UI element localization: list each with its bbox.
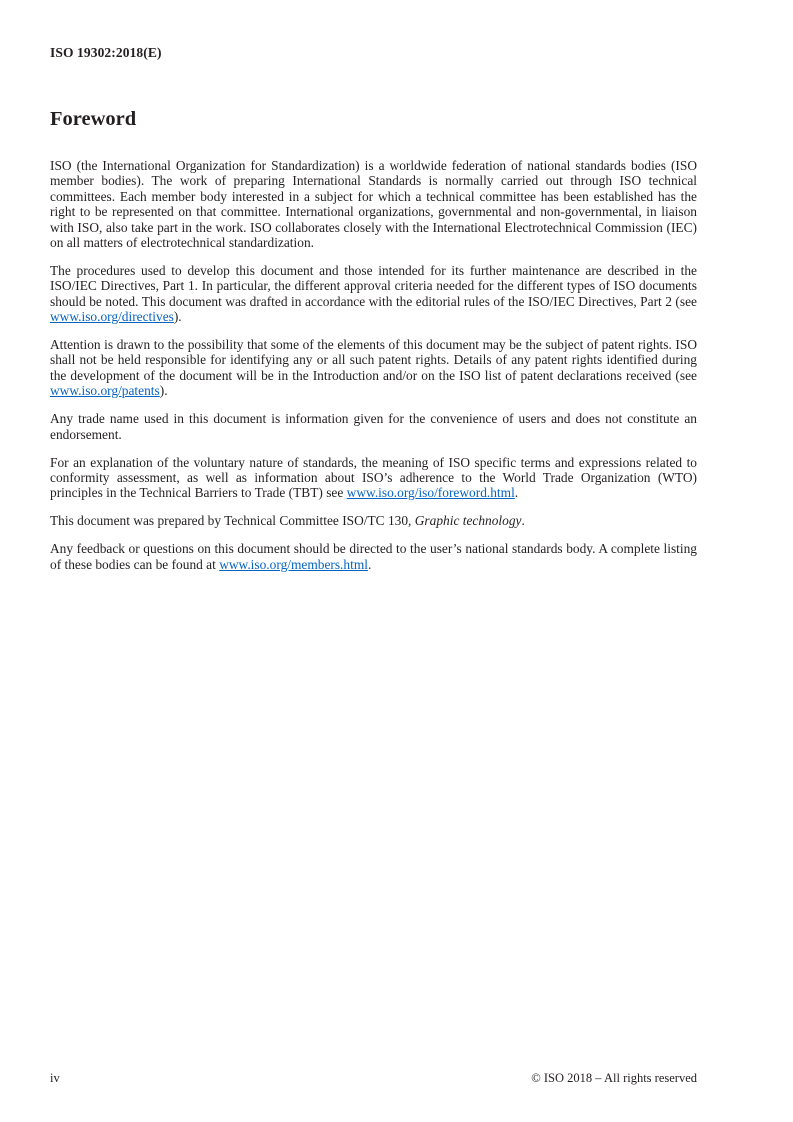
paragraph <box>50 263 697 325</box>
text-run: ISO (the International Organization for Standardization) is a worldwide federation of national standards bodies (ISO member bodies). The work of preparing International Standards is normally carried out through ISO technical committees. Each member body interested in a subject for which a technical committee has been established has the right to be represented on that committee. International organizations, governmental and non-governmental, in liaison with ISO, also take part in the work. ISO collaborates closely with the International Electrotechnical Commission (IEC) on all matters of electrotechnical standardization. <box>50 158 697 251</box>
text-run: Any feedback or questions on this document should be directed to the user’s national standards body. A complete listing of these bodies can be found at <box>50 541 697 572</box>
page-number: iv <box>50 1071 60 1085</box>
foreword-section <box>50 106 697 584</box>
paragraph <box>50 455 697 501</box>
paragraph <box>50 337 697 399</box>
text-run: The procedures used to develop this document and those intended for its further maintenance are described in the ISO/IEC Directives, Part 1. In particular, the different approval criteria needed for the different types of ISO documents should be noted. This document was drafted in accordance with the editorial rules of the ISO/IEC Directives, Part 2 (see <box>50 262 697 309</box>
text-run: Any trade name used in this document is information given for the convenience of users and does not constitute an endorsement. <box>50 411 697 442</box>
text-run: ). <box>173 309 182 325</box>
link-iso-directives[interactable]: www.iso.org/directives <box>50 309 174 325</box>
paragraph <box>50 158 697 250</box>
text-run: . <box>521 513 525 529</box>
text-run: . <box>367 556 372 572</box>
paragraph <box>50 541 697 572</box>
paragraph <box>50 513 697 528</box>
text-run: Attention is drawn to the possibility that some of the elements of this document may be the subject of patent rights. ISO shall not be held responsible for identifying any or all such patent rights. Details of any patent rights identified during the development of the document will be in the Introduction and/or on the ISO list of patent declarations received (see <box>50 337 697 383</box>
page-footer <box>50 1071 697 1086</box>
text-run: ). <box>159 383 168 399</box>
text-run: This document was prepared by Technical Committee ISO/TC 130, <box>50 513 415 529</box>
link-iso-members[interactable]: www.iso.org/members.html <box>219 556 368 572</box>
link-iso-foreword[interactable]: www.iso.org/iso/foreword.html <box>346 485 515 501</box>
copyright-notice: © ISO 2018 – All rights reserved <box>531 1071 697 1085</box>
text-run: For an explanation of the voluntary nature of standards, the meaning of ISO specific terms and expressions related to conformity assessment, as well as information about ISO’s adherence to the World Trade Organization (WTO) principles in the Technical Barriers to Trade (TBT) see <box>50 454 697 501</box>
text-run: . <box>514 485 519 501</box>
paragraph <box>50 411 697 442</box>
page-title: Foreword <box>50 108 137 130</box>
link-iso-patents[interactable]: www.iso.org/patents <box>50 383 160 399</box>
committee-name-italic: Graphic technology <box>414 513 522 529</box>
document-reference-header: ISO 19302:2018(E) <box>50 45 162 60</box>
